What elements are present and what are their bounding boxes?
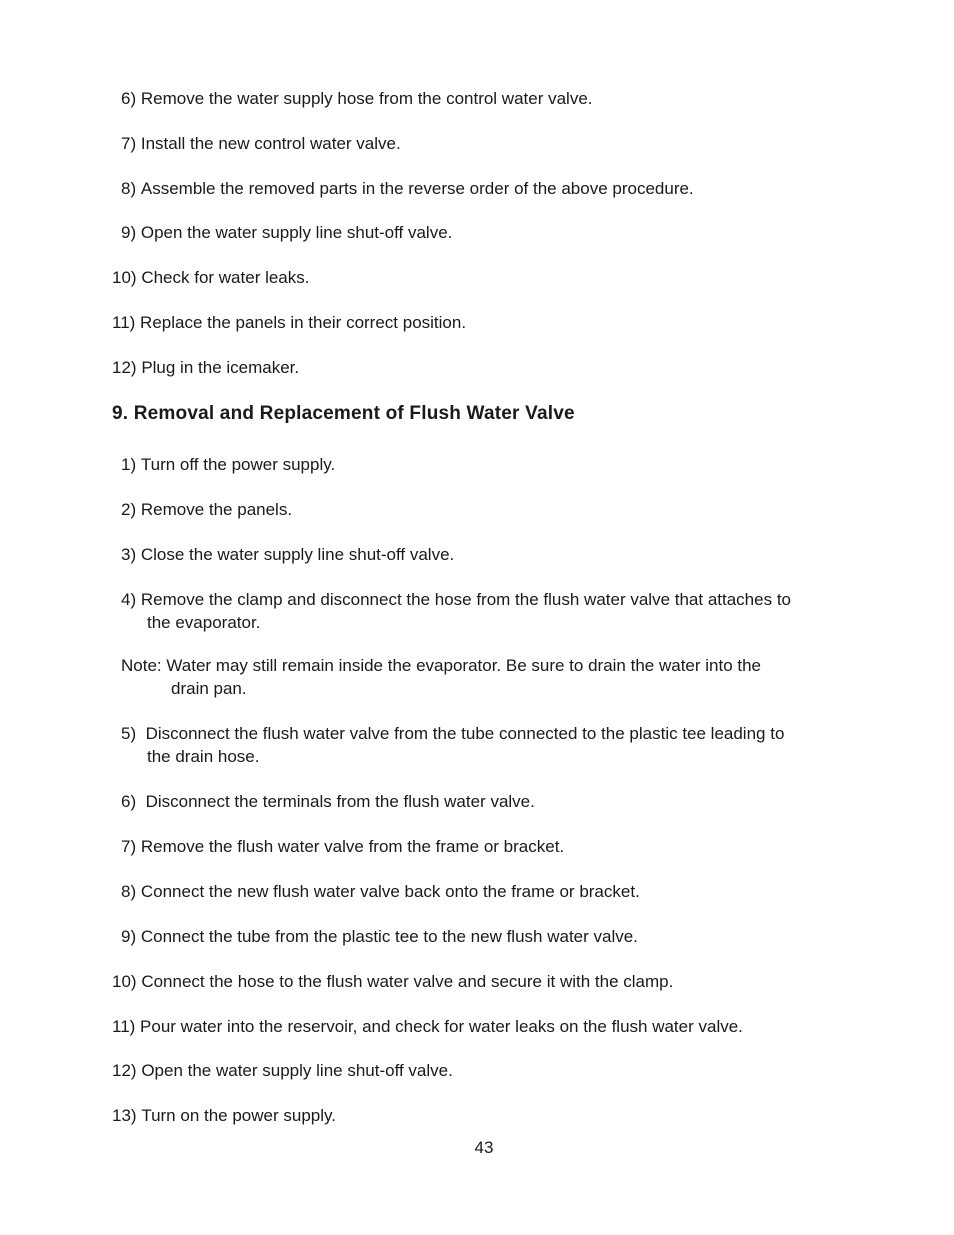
- step-line-1: [121, 588, 791, 611]
- step-number: 12): [112, 358, 137, 377]
- step-text: Turn on the power supply.: [141, 1106, 336, 1125]
- step-number: 3): [121, 545, 137, 564]
- step-number: 10): [112, 268, 137, 287]
- step-text: Connect the hose to the flush water valve and secure it with the clamp.: [141, 972, 674, 991]
- step-number: 4): [121, 590, 137, 609]
- step-text: Open the water supply line shut-off valve.: [141, 1061, 453, 1080]
- list-item: [112, 1104, 336, 1127]
- step-line-1: [121, 722, 784, 745]
- step-text: Connect the tube from the plastic tee to the new flush water valve.: [140, 927, 638, 946]
- list-item: [112, 1059, 453, 1082]
- step-text: Close the water supply line shut-off valve.: [140, 545, 455, 564]
- list-item: [112, 1015, 743, 1038]
- step-text: Remove the flush water valve from the frame or bracket.: [140, 837, 565, 856]
- step-text: Remove the water supply hose from the control water valve.: [140, 89, 593, 108]
- step-text: Open the water supply line shut-off valve.: [140, 223, 453, 242]
- step-text: Replace the panels in their correct position.: [140, 313, 467, 332]
- step-text: Assemble the removed parts in the reverse order of the above procedure.: [140, 179, 694, 198]
- step-text-continuation: the drain hose.: [147, 747, 260, 766]
- list-item: [112, 311, 466, 334]
- list-item: [121, 925, 638, 948]
- step-text: Turn off the power supply.: [140, 455, 336, 474]
- step-number: 11): [112, 313, 136, 332]
- list-item: [112, 970, 673, 993]
- step-number: 11): [112, 1017, 136, 1036]
- step-number: 9): [121, 927, 137, 946]
- step-number: 13): [112, 1106, 137, 1125]
- step-text: Remove the panels.: [140, 500, 293, 519]
- list-item: [121, 132, 401, 155]
- list-item: [121, 87, 593, 110]
- step-number: 8): [121, 882, 137, 901]
- step-number: 8): [121, 179, 137, 198]
- list-item: [121, 880, 640, 903]
- list-item: [121, 722, 784, 768]
- step-number: 1): [121, 455, 137, 474]
- list-item: [121, 177, 694, 200]
- list-item: [121, 453, 335, 476]
- step-text: Install the new control water valve.: [140, 134, 401, 153]
- list-item: [121, 543, 454, 566]
- step-number: 7): [121, 837, 137, 856]
- step-number: 2): [121, 500, 137, 519]
- note: [121, 654, 761, 700]
- page-number: 43: [474, 1138, 494, 1157]
- list-item: [121, 588, 791, 634]
- list-item: [121, 790, 535, 813]
- step-text: Plug in the icemaker.: [141, 358, 300, 377]
- list-item: [121, 498, 292, 521]
- step-number: 6): [121, 89, 137, 108]
- list-item: [121, 221, 452, 244]
- list-item: [112, 266, 310, 289]
- step-text: Disconnect the terminals from the flush water valve.: [145, 792, 535, 811]
- step-number: 6): [121, 792, 137, 811]
- step-number: 9): [121, 223, 137, 242]
- step-number: 7): [121, 134, 137, 153]
- step-text-continuation: the evaporator.: [147, 613, 261, 632]
- step-text: Remove the clamp and disconnect the hose from the flush water valve that attaches to: [140, 590, 791, 609]
- note-text: Note: Water may still remain inside the evaporator. Be sure to drain the water into the: [121, 656, 762, 675]
- list-item: [121, 835, 564, 858]
- step-number: 5): [121, 724, 137, 743]
- step-text: Pour water into the reservoir, and check for water leaks on the flush water valve.: [140, 1017, 743, 1036]
- step-number: 12): [112, 1061, 137, 1080]
- section-heading: 9. Removal and Replacement of Flush Water Valve: [112, 403, 575, 424]
- list-item: [112, 356, 299, 379]
- note-text-continuation: drain pan.: [171, 679, 247, 698]
- step-number: 10): [112, 972, 137, 991]
- step-text: Disconnect the flush water valve from the tube connected to the plastic tee leading to: [145, 724, 785, 743]
- step-text: Connect the new flush water valve back onto the frame or bracket.: [140, 882, 640, 901]
- step-text: Check for water leaks.: [141, 268, 310, 287]
